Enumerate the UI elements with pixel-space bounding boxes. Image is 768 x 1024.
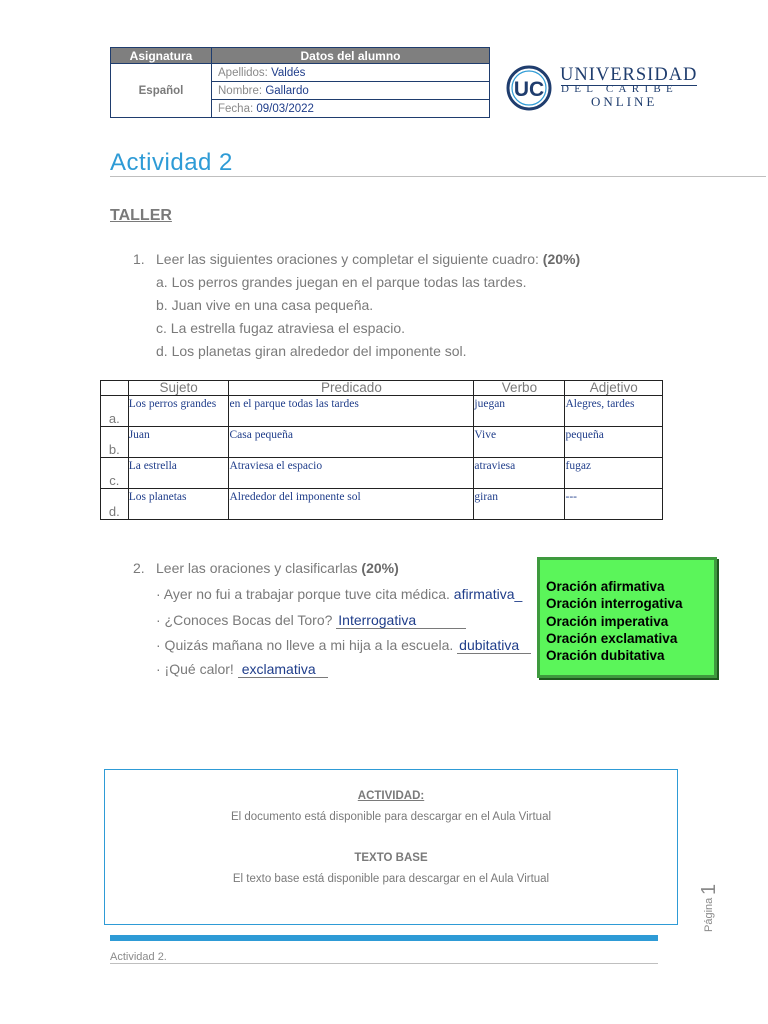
nombre-row <box>212 82 490 100</box>
header-datos-alumno: Datos del alumno <box>212 48 490 64</box>
q1-item-b: b. Juan vive en una casa pequeña. <box>156 297 374 313</box>
student-info-table <box>110 47 490 118</box>
q2-answer: Interrogativa <box>336 612 466 629</box>
col-sujeto: Sujeto <box>128 381 229 396</box>
nombre-value: Gallardo <box>265 84 309 97</box>
q2-item-4 <box>156 661 328 678</box>
q2-answer: exclamativa <box>238 661 328 678</box>
cell-predicado: en el parque todas las tardes <box>229 396 474 427</box>
cell-sujeto: Juan <box>128 427 229 458</box>
q2-prompt <box>156 560 399 576</box>
analysis-table <box>100 380 663 520</box>
actividad-text: El documento está disponible para descargar en el Aula Virtual <box>230 811 552 823</box>
texto-base-heading: TEXTO BASE <box>354 852 428 864</box>
apellidos-row <box>212 64 490 82</box>
asignatura-value: Español <box>111 64 212 118</box>
cell-sujeto: Los planetas <box>128 489 229 520</box>
texto-base-text: El texto base está disponible para descargar en el Aula Virtual <box>232 873 550 885</box>
footer-bar <box>110 935 658 941</box>
page-number <box>690 878 730 938</box>
table-row <box>101 458 663 489</box>
fecha-label: Fecha: <box>218 102 254 115</box>
q1-percent: (20%) <box>542 251 581 267</box>
cell-adjetivo: pequeña <box>565 427 663 458</box>
cell-verbo: giran <box>474 489 565 520</box>
logo-mark: UC <box>513 78 545 101</box>
col-adjetivo: Adjetivo <box>565 381 663 396</box>
q2-item-2 <box>156 612 466 629</box>
actividad-heading: ACTIVIDAD: <box>357 790 425 802</box>
cell-sujeto: Los perros grandes <box>128 396 229 427</box>
cell-predicado: Casa pequeña <box>229 427 474 458</box>
legend-item: Oración afirmativa <box>546 579 665 594</box>
cell-predicado: Atraviesa el espacio <box>229 458 474 489</box>
apellidos-label: Apellidos: <box>218 66 268 79</box>
row-label: d. <box>101 489 129 520</box>
cell-adjetivo: fugaz <box>565 458 663 489</box>
q1-item-c: c. La estrella fugaz atraviesa el espacio. <box>156 320 406 336</box>
cell-verbo: Vive <box>474 427 565 458</box>
footer-divider <box>110 963 658 964</box>
table-row <box>101 489 663 520</box>
section-heading-taller: TALLER <box>110 207 172 224</box>
legend-item: Oración imperativa <box>546 613 669 629</box>
table-row <box>101 396 663 427</box>
fecha-row <box>212 100 490 118</box>
page-title: Actividad 2 <box>110 149 233 176</box>
logo-universidad: UNIVERSIDAD <box>560 65 698 85</box>
logo-del-caribe: DEL CARIBE <box>561 83 679 95</box>
page-num: 1 <box>698 883 720 895</box>
row-label: a. <box>101 396 129 427</box>
university-logo <box>505 64 705 112</box>
legend-item: Oración interrogativa <box>546 596 683 612</box>
q2-text: Leer las oraciones y clasificarlas <box>156 560 358 576</box>
q2-sentence: · Ayer no fui a trabajar porque tuve cita médica. <box>156 586 450 602</box>
q1-item-d: d. Los planetas giran alrededor del imponente sol. <box>156 343 467 359</box>
row-label: c. <box>101 458 129 489</box>
sentence-types-box <box>537 557 717 678</box>
q2-item-1 <box>156 586 522 602</box>
q1-prompt <box>156 251 580 267</box>
q1-number: 1. <box>133 251 145 267</box>
q1-item-a: a. Los perros grandes juegan en el parque todas las tardes. <box>156 274 527 290</box>
cell-verbo: atraviesa <box>474 458 565 489</box>
fecha-value: 09/03/2022 <box>256 102 314 115</box>
q2-sentence: · ¡Qué calor! <box>156 661 234 677</box>
cell-adjetivo: --- <box>565 489 663 520</box>
col-predicado: Predicado <box>229 381 474 396</box>
q2-sentence: · ¿Conoces Bocas del Toro? <box>156 612 333 628</box>
cell-verbo: juegan <box>474 396 565 427</box>
header-asignatura: Asignatura <box>111 48 212 64</box>
footer-text: Actividad 2. <box>110 951 167 963</box>
apellidos-value: Valdés <box>271 66 306 79</box>
q2-answer: dubitativa <box>457 637 531 654</box>
legend-item: Oración exclamativa <box>546 630 678 646</box>
resources-box <box>104 769 678 925</box>
q2-number: 2. <box>133 560 145 576</box>
uc-emblem-icon <box>505 64 557 112</box>
q1-text: Leer las siguientes oraciones y completar el siguiente cuadro: <box>156 251 539 267</box>
col-verbo: Verbo <box>474 381 565 396</box>
q2-item-3 <box>156 637 531 654</box>
q2-percent: (20%) <box>361 560 399 576</box>
q2-answer: afirmativa_ <box>453 586 523 602</box>
table-corner <box>101 381 129 396</box>
title-divider <box>110 176 766 177</box>
cell-adjetivo: Alegres, tardes <box>565 396 663 427</box>
logo-online: ONLINE <box>591 94 658 109</box>
nombre-label: Nombre: <box>218 84 263 97</box>
cell-predicado: Alrededor del imponente sol <box>229 489 474 520</box>
legend-item: Oración dubitativa <box>546 648 665 664</box>
table-row <box>101 427 663 458</box>
q2-sentence: · Quizás mañana no lleve a mi hija a la escuela. <box>156 637 454 653</box>
cell-sujeto: La estrella <box>128 458 229 489</box>
page-label: Página <box>703 897 715 932</box>
row-label: b. <box>101 427 129 458</box>
